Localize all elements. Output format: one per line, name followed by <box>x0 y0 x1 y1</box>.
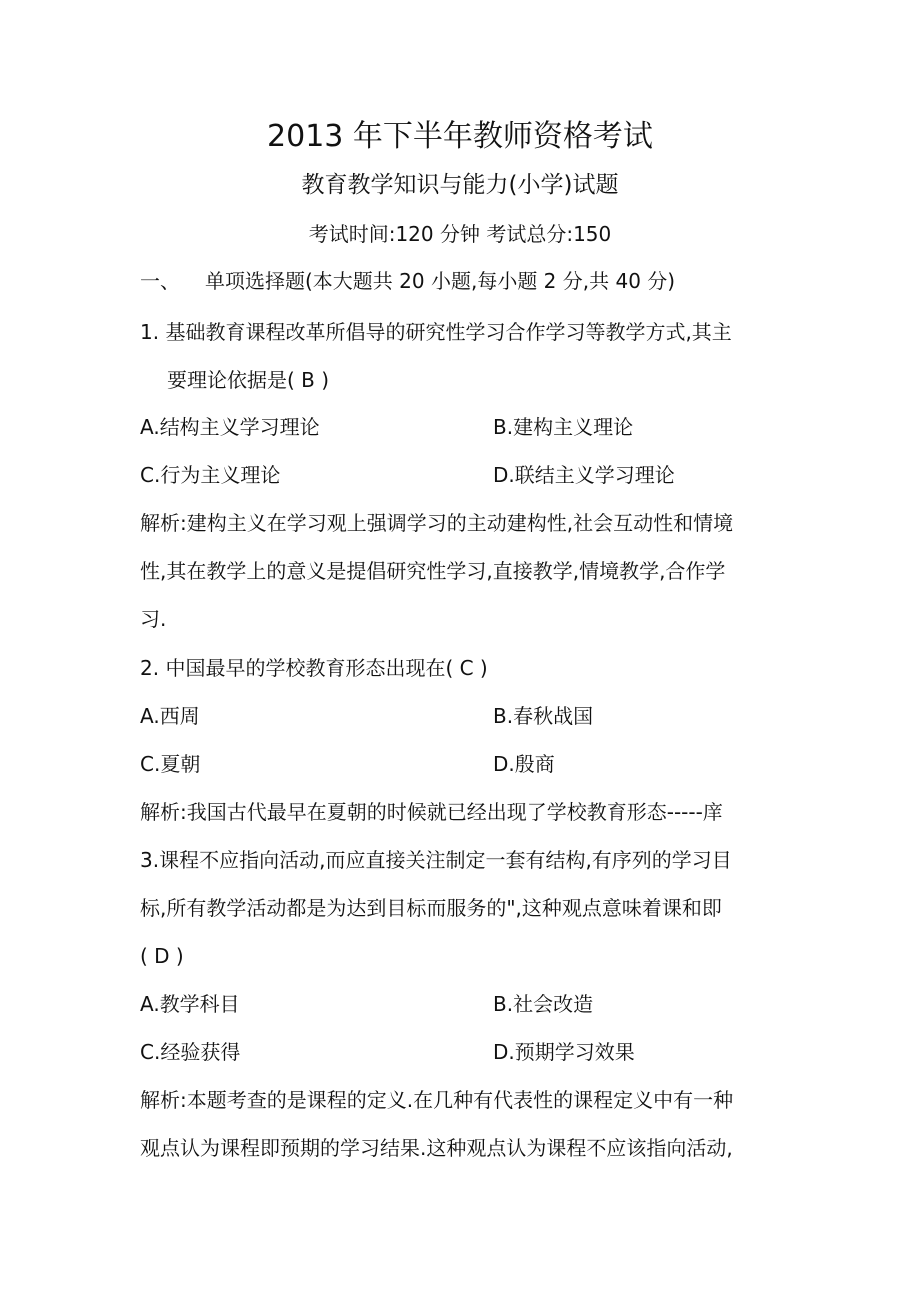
question-1-option-c: C.行为主义理论 <box>140 463 281 487</box>
page-title: 2013 年下半年教师资格考试 <box>267 119 653 154</box>
question-2-stem: 2. 中国最早的学校教育形态出现在( C ) <box>140 656 488 680</box>
question-3-stem-line-3: ( D ) <box>140 944 184 968</box>
question-1-analysis-line-1: 解析:建构主义在学习观上强调学习的主动建构性,社会互动性和情境 <box>140 511 734 535</box>
question-3-stem-line-1: 3.课程不应指向活动,而应直接关注制定一套有结构,有序列的学习目 <box>140 848 732 872</box>
question-1-stem-line-2: 要理论依据是( B ) <box>167 368 330 392</box>
question-1-stem-line-1: 1. 基础教育课程改革所倡导的研究性学习合作学习等教学方式,其主 <box>140 320 732 344</box>
exam-meta: 考试时间:120 分钟 考试总分:150 <box>308 222 612 246</box>
question-1-option-a: A.结构主义学习理论 <box>140 415 320 439</box>
question-2-option-d: D.殷商 <box>493 752 555 776</box>
question-3-analysis-line-1: 解析:本题考查的是课程的定义.在几种有代表性的课程定义中有一种 <box>140 1088 734 1112</box>
question-2-option-c: C.夏朝 <box>140 752 201 776</box>
question-2-analysis: 解析:我国古代最早在夏朝的时候就已经出现了学校教育形态-----庠 <box>140 800 723 824</box>
question-3-stem-line-2: 标,所有教学活动都是为达到目标而服务的",这种观点意味着课和即 <box>140 896 722 920</box>
question-3-option-a: A.教学科目 <box>140 992 240 1016</box>
question-2-option-a: A.西周 <box>140 704 200 728</box>
section-number: 一、 <box>140 269 180 293</box>
question-3-option-c: C.经验获得 <box>140 1040 241 1064</box>
question-1-option-d: D.联结主义学习理论 <box>493 463 675 487</box>
question-3-analysis-line-2: 观点认为课程即预期的学习结果.这种观点认为课程不应该指向活动, <box>140 1136 733 1160</box>
question-3-option-d: D.预期学习效果 <box>493 1040 635 1064</box>
question-3-option-b: B.社会改造 <box>493 992 594 1016</box>
question-1-option-b: B.建构主义理论 <box>493 415 634 439</box>
page-subtitle: 教育教学知识与能力(小学)试题 <box>301 172 619 198</box>
question-1-analysis-line-3: 习. <box>140 607 167 631</box>
question-2-option-b: B.春秋战国 <box>493 704 594 728</box>
section-heading: 单项选择题(本大题共 20 小题,每小题 2 分,共 40 分) <box>205 269 676 293</box>
question-1-analysis-line-2: 性,其在教学上的意义是提倡研究性学习,直接教学,情境教学,合作学 <box>140 559 726 583</box>
